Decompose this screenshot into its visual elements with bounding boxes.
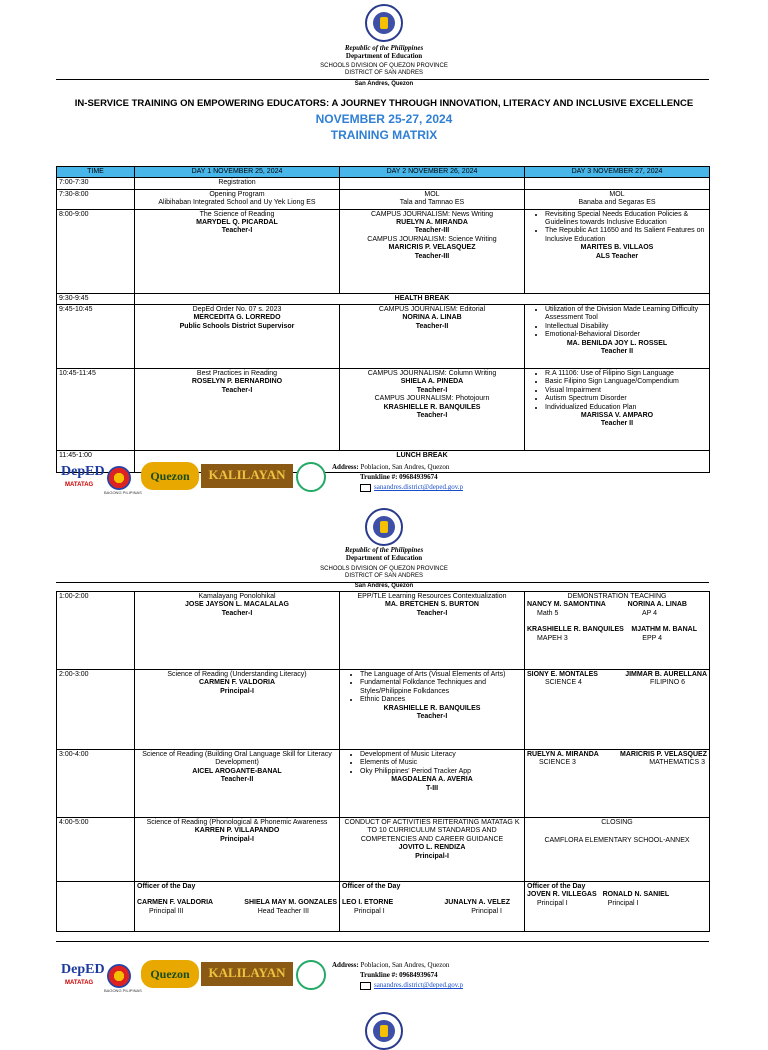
- demo-teacher-name: RUELYN A. MIRANDA: [527, 751, 599, 758]
- location-label: San Andres, Quezon: [354, 583, 414, 589]
- quezon-logo: Quezon: [141, 462, 199, 490]
- table-row: [57, 293, 710, 304]
- table-row: [57, 592, 710, 670]
- topic-list: [342, 671, 522, 705]
- session-cell: [135, 368, 340, 450]
- officer-name: RONALD N. SANIEL: [602, 891, 670, 899]
- session-cell: [340, 209, 525, 293]
- table-row: [57, 818, 710, 882]
- session-title: CAMPUS JOURNALISM: Column Writing: [367, 369, 497, 377]
- session-cell: [135, 670, 340, 750]
- speaker-position: T-III: [425, 784, 439, 792]
- speaker-position: Teacher-III: [414, 227, 450, 235]
- address-value: Poblacion, San Andres, Quezon: [360, 961, 450, 969]
- session-title: DepEd Order No. 07 s. 2023: [192, 305, 282, 313]
- officer-name: JUNALYN A. VELEZ: [444, 899, 510, 907]
- officer-position: Principal I: [607, 899, 639, 907]
- speaker-position: Principal-I: [220, 687, 254, 695]
- address-label: Address:: [332, 961, 359, 969]
- topic-item: • Oky Philippines' Period Tracker App: [360, 768, 522, 776]
- speaker-position: Teacher-II: [415, 322, 449, 330]
- table-row: [57, 750, 710, 818]
- time-cell: 10:45-11:45: [57, 368, 135, 450]
- matrix-title: TRAINING MATRIX: [330, 128, 438, 142]
- demo-teacher-name: NORINA A. LINAB: [627, 601, 687, 609]
- topic-item: • Visual Impairment: [545, 387, 707, 395]
- speaker-name: MARYDEL Q. PICARDAL: [196, 218, 278, 226]
- page-footer: [56, 956, 709, 998]
- session-venue: Tala and Tamnao ES: [399, 199, 465, 207]
- topic-item: • Intellectual Disability: [545, 323, 707, 331]
- demo-teacher-name: SIONY E. MONTALES: [527, 671, 598, 678]
- training-dates: NOVEMBER 25-27, 2024: [315, 112, 453, 126]
- officer-position: Principal I: [354, 907, 385, 915]
- kalilayan-logo: KALILAYAN: [201, 464, 293, 488]
- topic-list: [342, 751, 522, 776]
- topic-item: • Utilization of the Division Made Learning Difficulty Assessment Tool: [545, 306, 707, 323]
- officer-label: Officer of the Day: [527, 883, 586, 890]
- officer-cell: [340, 882, 525, 932]
- topic-item: • Elements of Music: [360, 759, 522, 767]
- session-title: EPP/TLE Learning Resources Contextualization: [357, 593, 507, 600]
- speaker-name: AICEL AROGANTE-BANAL: [192, 767, 282, 775]
- speaker-name: SHIELA A. PINEDA: [400, 378, 464, 386]
- session-title: Science of Reading (Understanding Literacy): [167, 671, 307, 678]
- training-matrix-table-continued: [56, 591, 710, 932]
- district-seal-icon: [296, 462, 326, 492]
- speaker-name: RUELYN A. MIRANDA: [396, 218, 468, 226]
- officer-position: Head Teacher III: [257, 907, 309, 915]
- topic-item: • The Language of Arts (Visual Elements of Arts): [360, 671, 522, 679]
- demo-subject: SCIENCE 4: [545, 679, 582, 687]
- session-venue: Alibihaban Integrated School and Uy Yek Liong ES: [158, 199, 316, 207]
- location-label: San Andres, Quezon: [354, 81, 414, 87]
- demo-teacher-name: KRASHIELLE R. BANQUILES: [527, 626, 624, 634]
- address-value: Poblacion, San Andres, Quezon: [360, 463, 450, 471]
- topic-item: • R.A 11106: Use of Filipino Sign Language: [545, 370, 707, 378]
- session-cell: [525, 189, 710, 209]
- kalilayan-logo: KALILAYAN: [201, 962, 293, 986]
- time-cell: 7:30-8:00: [57, 189, 135, 209]
- topic-list: [527, 306, 707, 340]
- session-venue: CAMFLORA ELEMENTARY SCHOOL-ANNEX: [544, 837, 690, 845]
- session-title: Science of Reading (Building Oral Language Skill for Literacy Development): [142, 751, 332, 767]
- speaker-position: Teacher II: [600, 347, 634, 355]
- session-title: CLOSING: [601, 819, 633, 826]
- speaker-name: MAGDALENA A. AVERIA: [391, 776, 473, 784]
- speaker-position: Principal-I: [220, 835, 254, 843]
- session-title: MOL: [424, 190, 440, 198]
- session-cell: [340, 750, 525, 818]
- time-cell: 8:00-9:00: [57, 209, 135, 293]
- trunkline-value: 09684939674: [399, 971, 438, 980]
- page-title: IN-SERVICE TRAINING ON EMPOWERING EDUCATORS: A JOURNEY THROUGH INNOVATION, LITERACY AND INCLUSIVE EXCELLENCE: [74, 98, 694, 109]
- officer-name: JOVEN R. VILLEGAS: [527, 891, 597, 899]
- republic-label: Republic of the Philippines: [344, 44, 424, 52]
- time-cell: 1:00-2:00: [57, 592, 135, 670]
- officer-name: LEO I. ETORNE: [342, 899, 394, 907]
- speaker-name: MARICRIS P. VELASQUEZ: [388, 244, 476, 252]
- officer-label: Officer of the Day: [137, 883, 196, 890]
- bagong-pilipinas-label: BAGONG PILIPINAS: [104, 490, 142, 495]
- demo-teacher-name: NANCY M. SAMONTINA: [527, 601, 606, 609]
- table-row: [57, 189, 710, 209]
- speaker-position: Public Schools District Supervisor: [179, 322, 295, 330]
- session-title: MOL: [609, 190, 625, 198]
- topic-item: • Autism Spectrum Disorder: [545, 395, 707, 403]
- speaker-name: KRASHIELLE R. BANQUILES: [383, 403, 481, 411]
- topic-item: • Ethnic Dances: [360, 696, 522, 704]
- demo-teacher-name: MARICRIS P. VELASQUEZ: [620, 751, 707, 758]
- bagong-pilipinas-logo-icon: [107, 466, 131, 490]
- time-cell: 7:00-7:30: [57, 178, 135, 189]
- time-cell: 9:30-9:45: [57, 293, 135, 304]
- deped-seal-icon: [365, 508, 403, 546]
- demo-subject: AP 4: [641, 609, 657, 617]
- demo-teacher-name: JIMMAR B. AURELLANA: [625, 671, 707, 678]
- session-title: CAMPUS JOURNALISM: Science Writing: [367, 235, 497, 243]
- col-day2: DAY 2 NOVEMBER 26, 2024: [340, 167, 525, 178]
- trunkline-label: Trunkline #:: [360, 971, 398, 980]
- officer-position: Principal I: [471, 907, 502, 915]
- deped-logo: DepED: [61, 962, 105, 977]
- department-label: Department of Education: [345, 554, 423, 562]
- topic-list: [527, 370, 707, 412]
- deped-seal-icon: [365, 4, 403, 42]
- session-cell: [525, 178, 710, 189]
- demo-subject: FILIPINO 6: [649, 679, 685, 687]
- demo-subject: SCIENCE 3: [539, 759, 576, 767]
- lunch-break-cell: LUNCH BREAK: [135, 450, 710, 472]
- time-cell: [57, 882, 135, 932]
- topic-item: • Individualized Education Plan: [545, 404, 707, 412]
- trunkline-value: 09684939674: [399, 473, 438, 482]
- table-row: [57, 209, 710, 293]
- department-label: Department of Education: [345, 52, 423, 60]
- session-title: CAMPUS JOURNALISM: Editorial: [378, 305, 486, 313]
- mail-icon: [360, 982, 371, 990]
- speaker-position: Teacher-I: [416, 411, 448, 419]
- speaker-name: CARMEN F. VALDORIA: [198, 679, 276, 687]
- demo-subject: MATHEMATICS 3: [649, 759, 705, 767]
- col-time: TIME: [57, 167, 135, 178]
- topic-item: • Basic Filipino Sign Language/Compendium: [545, 378, 707, 386]
- session-cell: [340, 304, 525, 368]
- district-seal-icon: [296, 960, 326, 990]
- session-cell: [135, 818, 340, 882]
- table-row: [57, 304, 710, 368]
- time-cell: 3:00-4:00: [57, 750, 135, 818]
- training-matrix-table: [56, 166, 710, 473]
- session-cell: [525, 209, 710, 293]
- officer-position: Principal III: [149, 907, 184, 915]
- speaker-position: Teacher-I: [221, 227, 253, 235]
- contact-block: [332, 960, 463, 990]
- speaker-position: Principal-I: [415, 852, 449, 860]
- matatag-logo: MATATAG: [65, 482, 94, 488]
- email-link[interactable]: sanandres.district@deped.gov.p: [374, 981, 463, 990]
- speaker-name: MA. BRETCHEN S. BURTON: [385, 601, 479, 609]
- topic-item: • The Republic Act 11650 and Its Salient Features on Inclusive Education: [545, 227, 707, 244]
- session-cell: [525, 304, 710, 368]
- session-title: CAMPUS JOURNALISM: Photojourn: [374, 395, 490, 403]
- trunkline-label: Trunkline #:: [360, 473, 398, 482]
- speaker-name: KARREN P. VILLAPANDO: [194, 827, 280, 835]
- officer-of-the-day-row: [57, 882, 710, 932]
- demo-subject: EPP 4: [642, 634, 662, 642]
- division-label: SCHOOLS DIVISION OF QUEZON PROVINCE: [320, 566, 448, 572]
- speaker-name: MA. BENILDA JOY L. ROSSEL: [566, 339, 668, 347]
- speaker-position: Teacher-III: [414, 252, 450, 260]
- session-title: Science of Reading (Phonological & Phonemic Awareness: [146, 819, 328, 826]
- bagong-pilipinas-logo-icon: [107, 964, 131, 988]
- speaker-name: MERCEDITA G. LORREDO: [193, 314, 281, 322]
- session-cell: [340, 189, 525, 209]
- topic-list: [527, 211, 707, 245]
- session-title: The Science of Reading: [199, 210, 275, 218]
- table-header-row: [57, 167, 710, 178]
- topic-item: • Fundamental Folkdance Techniques and Styles/Philippine Folkdances: [360, 679, 522, 696]
- matatag-logo: MATATAG: [65, 980, 94, 986]
- session-title: CAMPUS JOURNALISM: News Writing: [370, 210, 493, 218]
- district-label: DISTRICT OF SAN ANDRES: [345, 70, 423, 76]
- officer-position: Principal I: [537, 899, 568, 907]
- session-cell: [340, 670, 525, 750]
- mail-icon: [360, 484, 371, 492]
- session-venue: Banaba and Segaras ES: [578, 199, 656, 207]
- col-day1: DAY 1 NOVEMBER 25, 2024: [135, 167, 340, 178]
- address-label: Address:: [332, 463, 359, 471]
- session-title: Best Practices in Reading: [196, 369, 278, 377]
- speaker-position: Teacher-I: [416, 712, 448, 720]
- time-cell: 9:45-10:45: [57, 304, 135, 368]
- speaker-position: Teacher II: [600, 420, 634, 428]
- col-day3: DAY 3 NOVEMBER 27, 2024: [525, 167, 710, 178]
- speaker-name: JOVITO L. RENDIZA: [398, 844, 466, 852]
- session-cell: [525, 368, 710, 450]
- table-row: [57, 368, 710, 450]
- time-cell: 2:00-3:00: [57, 670, 135, 750]
- district-label: DISTRICT OF SAN ANDRES: [345, 573, 423, 579]
- table-row: [57, 670, 710, 750]
- session-cell: [340, 592, 525, 670]
- speaker-name: NORINA A. LINAB: [402, 314, 462, 322]
- speaker-name: JOSE JAYSON L. MACALALAG: [185, 601, 289, 609]
- speaker-position: Teacher-I: [221, 386, 253, 394]
- officer-name: SHIELA MAY M. GONZALES: [244, 899, 337, 907]
- time-cell: 11:45-1:00: [57, 450, 135, 472]
- demo-subject: Math 5: [537, 609, 559, 617]
- speaker-position: Teacher-I: [416, 386, 448, 394]
- topic-item: • Emotional-Behavioral Disorder: [545, 331, 707, 339]
- session-cell: [135, 592, 340, 670]
- session-cell: [135, 189, 340, 209]
- session-title: CONDUCT OF ACTIVITIES REITERATING MATATAG K TO 10 CURRICULUM STANDARDS AND COMPETENCIES AND CAREER GUIDANCE: [344, 819, 520, 843]
- bagong-pilipinas-label: BAGONG PILIPINAS: [104, 988, 142, 993]
- topic-item: • Revisiting Special Needs Education Policies & Guidelines towards Inclusive Education: [545, 211, 707, 228]
- quezon-logo: Quezon: [141, 960, 199, 988]
- officer-cell: [135, 882, 340, 932]
- session-cell: [135, 209, 340, 293]
- speaker-name: ROSELYN P. BERNARDINO: [191, 378, 283, 386]
- health-break-cell: HEALTH BREAK: [135, 293, 710, 304]
- session-cell: [135, 750, 340, 818]
- deped-seal-icon: [365, 1012, 403, 1050]
- officer-name: CARMEN F. VALDORIA: [137, 899, 214, 907]
- speaker-position: Teacher-I: [221, 609, 253, 617]
- time-cell: 4:00-5:00: [57, 818, 135, 882]
- session-cell: [525, 670, 710, 750]
- session-cell: [340, 818, 525, 882]
- deped-logo: DepED: [61, 464, 105, 479]
- session-title: Kamalayang Ponolohikal: [198, 593, 276, 600]
- topic-item: • Development of Music Literacy: [360, 751, 522, 759]
- session-title: Opening Program: [209, 190, 265, 198]
- speaker-name: MARISSA V. AMPARO: [580, 411, 654, 419]
- speaker-position: ALS Teacher: [595, 252, 639, 260]
- speaker-name: MARITES B. VILLAOS: [580, 244, 654, 252]
- session-cell: [525, 750, 710, 818]
- speaker-name: KRASHIELLE R. BANQUILES: [383, 704, 481, 712]
- session-cell: Registration: [135, 178, 340, 189]
- contact-block: [332, 462, 463, 492]
- speaker-position: Teacher-II: [220, 776, 254, 784]
- header-divider: [56, 79, 709, 80]
- officer-label: Officer of the Day: [342, 883, 401, 890]
- footer-divider: [56, 941, 709, 942]
- session-cell: [135, 304, 340, 368]
- table-row: [57, 178, 710, 189]
- republic-label: Republic of the Philippines: [344, 546, 424, 554]
- page-footer: [56, 458, 709, 500]
- demo-teacher-name: MJATHM M. BANAL: [631, 626, 697, 634]
- division-label: SCHOOLS DIVISION OF QUEZON PROVINCE: [320, 63, 448, 69]
- session-cell: [525, 592, 710, 670]
- session-cell: [340, 368, 525, 450]
- session-cell: [525, 818, 710, 882]
- session-cell: [340, 178, 525, 189]
- speaker-position: Teacher-I: [416, 609, 448, 617]
- demo-subject: MAPEH 3: [537, 634, 568, 642]
- officer-cell: [525, 882, 710, 932]
- email-link[interactable]: sanandres.district@deped.gov.p: [374, 483, 463, 492]
- session-title: DEMONSTRATION TEACHING: [567, 593, 667, 600]
